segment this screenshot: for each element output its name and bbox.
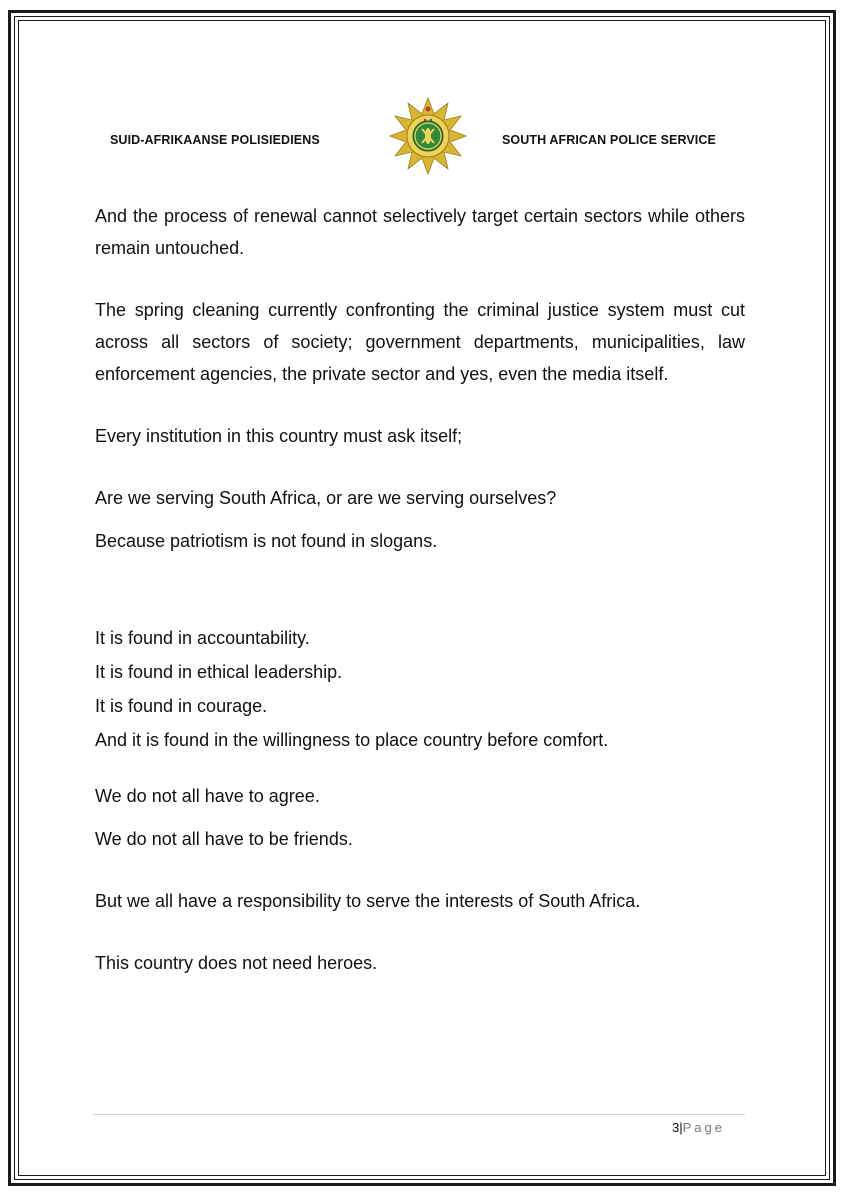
statement-line: And it is found in the willingness to place country before comfort. — [95, 730, 609, 750]
paragraph: We do not all have to agree. — [95, 786, 320, 806]
statement-line: It is found in ethical leadership. — [95, 662, 343, 682]
paragraph: Because patriotism is not found in slogans. — [95, 531, 438, 551]
paragraph: But we all have a responsibility to serve the interests of South Africa. — [95, 891, 641, 911]
statement-line: It is found in accountability. — [95, 628, 310, 648]
header-english-title: SOUTH AFRICAN POLICE SERVICE — [502, 133, 716, 147]
saps-star-emblem-icon — [388, 96, 468, 176]
statement-line: It is found in courage. — [95, 696, 268, 716]
paragraph: Every institution in this country must ask itself; — [95, 426, 463, 446]
page-number-value: 3 — [672, 1120, 680, 1135]
paragraph: And the process of renewal cannot selectively target certain sectors while others remain untouched. — [95, 206, 745, 258]
paragraph: This country does not need heroes. — [95, 953, 378, 973]
footer-divider — [93, 1114, 745, 1115]
paragraph: We do not all have to be friends. — [95, 829, 353, 849]
paragraph: The spring cleaning currently confronting the criminal justice system must cut across all sectors of society; government departments, municipalities, law enforcement agencies, the private sector and yes, even the media itself. — [95, 300, 745, 384]
page-number-separator: | — [679, 1120, 683, 1135]
header-afrikaans-title: SUID-AFRIKAANSE POLISIEDIENS — [110, 133, 320, 147]
page-label: Page — [682, 1120, 725, 1135]
page-number — [672, 1120, 725, 1135]
paragraph: Are we serving South Africa, or are we serving ourselves? — [95, 488, 557, 508]
document-body — [95, 200, 745, 979]
statement-list — [95, 621, 745, 757]
